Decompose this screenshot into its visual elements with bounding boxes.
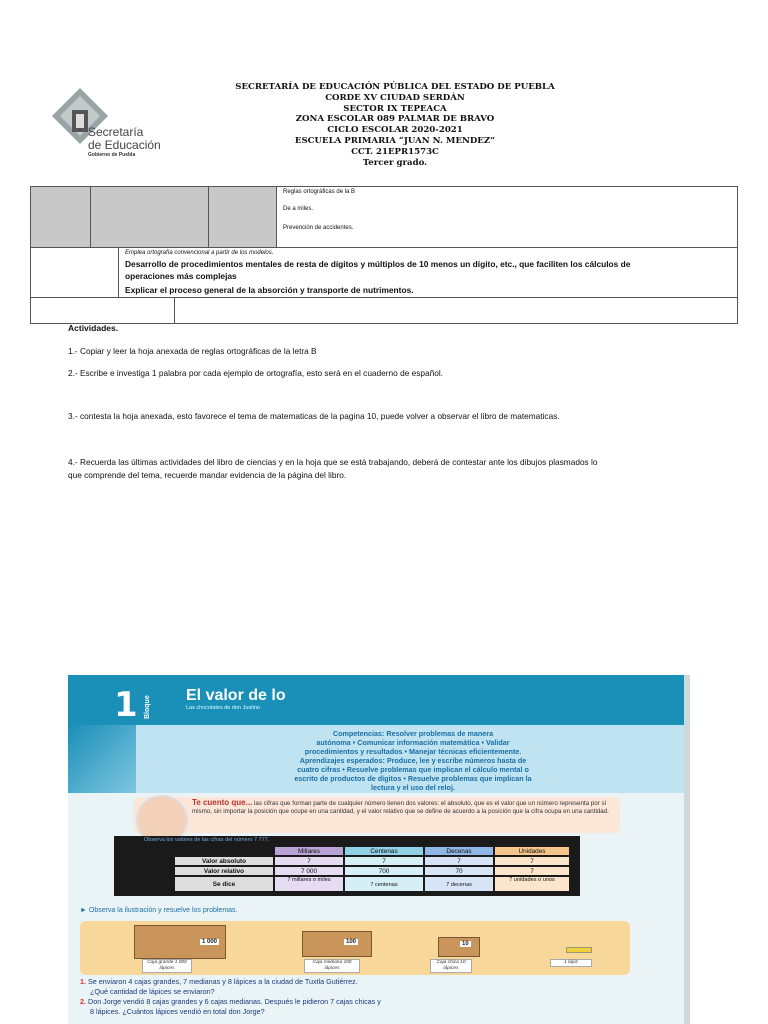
teller-text — [192, 799, 622, 816]
table-cell — [91, 187, 209, 247]
box-label: 1 lápiz — [550, 959, 592, 967]
topic-science: Prevención de accidentes. — [283, 225, 354, 231]
header-line: Tercer grado. — [362, 157, 428, 168]
table-cell: 70 — [424, 866, 494, 876]
bloque-label: Bloque — [144, 695, 151, 719]
activity-item: 2.- Escribe e investiga 1 palabra por cada ejemplo de ortografía, esto será en el cuaderno de español. — [68, 368, 443, 378]
header-line: SECRETARÍA DE EDUCACIÓN PÚBLICA DEL ESTADO DE PUEBLA — [235, 82, 555, 92]
instruction-text: ► Observa la ilustración y resuelve los problemas. — [80, 907, 238, 914]
header-line: ESCUELA PRIMARIA “JUAN N. MENDEZ” — [294, 135, 496, 146]
lesson-subtitle: Las chocolates de don Justino — [186, 705, 260, 711]
plan-table-row-empty — [30, 297, 738, 324]
teller-body: las cifras que forman parte de cualquier número tienen dos valores: el absoluto, que es el valor que un número representa por sí mismo, sin importar la posición que ocupe en una cantidad, y el valor relativo que se define de acuerdo a la posición que la cifra ocupa en una cantidad. — [192, 800, 609, 816]
header-line: CCT. 21EPR1573C — [351, 146, 439, 157]
box-label: Caja chica 10 lápices — [430, 959, 472, 973]
values-row — [114, 856, 580, 866]
table-cell: 7 — [494, 866, 570, 876]
medium-box-icon — [302, 931, 372, 957]
math-book-page — [68, 675, 690, 1024]
table-cell: 7 centenas — [344, 876, 424, 892]
box-count: 100 — [346, 939, 357, 945]
row-label: Valor absoluto — [174, 856, 274, 866]
expected-math-cont: operaciones más complejas — [125, 271, 237, 281]
header-line: SECTOR IX TEPEACA — [343, 103, 447, 114]
table-cell: 7 — [494, 856, 570, 866]
row-label: Valor relativo — [174, 866, 274, 876]
activity-item: 1.- Copiar y leer la hoja anexada de reglas ortográficas de la letra B — [68, 346, 317, 356]
lesson-title: El valor de lo — [186, 687, 286, 704]
activities-title: Actividades. — [68, 323, 119, 333]
activity-item: 4.- Recuerda las últimas actividades del libro de ciencias y en la hoja que se está trabajando, deberá de contestar ante los dibujos plasmados lo — [68, 457, 598, 467]
header-line: ZONA ESCOLAR 089 PALMAR DE BRAVO — [295, 114, 495, 125]
box-count: 1 000 — [202, 939, 218, 945]
problems-list — [80, 977, 680, 1017]
values-header-row — [114, 846, 580, 856]
header-unidades: Unidades — [494, 846, 570, 856]
table-cell — [31, 298, 175, 323]
row-label: Se dice — [174, 876, 274, 892]
table-cell: 7 — [424, 856, 494, 866]
plan-table-row-expected — [30, 247, 738, 298]
expected-science: Explicar el proceso general de la absorción y transporte de nutrimentos. — [125, 285, 414, 295]
box-count: 10 — [462, 941, 469, 947]
box-label: Caja mediana 100 lápices — [304, 959, 360, 973]
logo-text: Secretaría de Educación — [88, 125, 161, 152]
expected-spelling: Emplea ortografía convencional a partir de los modelos. — [125, 250, 274, 256]
box-label: Caja grande 1 000 lápices — [142, 959, 192, 973]
table-cell — [31, 187, 91, 247]
small-box-icon — [438, 937, 480, 957]
expected-math: Desarrollo de procedimientos mentales de resta de dígitos y múltiplos de 10 menos un dígito, etc., que faciliten los cálculos de — [125, 259, 631, 269]
teller-lead: Te cuento que... — [192, 798, 253, 807]
activity-item: que comprende del tema, recuerde mandar evidencia de la página del libro. — [68, 470, 347, 480]
values-caption: Observa los valores de las cifras del número 7 777. — [144, 837, 270, 843]
topic-spelling: Reglas ortográficas de la B — [283, 189, 356, 195]
pencil-icon — [566, 947, 592, 953]
book-header-band — [68, 675, 690, 725]
problem-line: 8 lápices. ¿Cuántos lápices vendió en total don Jorge? — [90, 1007, 265, 1016]
competencias-line: autónoma • Comunicar información matemática • Validar — [316, 738, 510, 747]
problem-line: ¿Qué cantidad de lápices se enviaron? — [90, 987, 215, 996]
table-cell: 7 000 — [274, 866, 344, 876]
problem-line: 2. Don Jorge vendió 8 cajas grandes y 6 cajas medianas. Después le pidieron 7 cajas chicas y — [80, 997, 381, 1006]
competencias-box — [136, 725, 690, 793]
page-edge — [684, 675, 690, 1024]
competencias-line: lectura y el uso del reloj. — [371, 783, 455, 792]
table-cell — [31, 248, 119, 297]
competencias-line: Competencias: Resolver problemas de manera — [332, 729, 494, 738]
decorative-band — [68, 725, 136, 793]
values-row — [114, 866, 580, 876]
table-cell: 7 decenas — [424, 876, 494, 892]
competencias-line: procedimientos y resultados • Manejar técnicas eficientemente. — [304, 747, 522, 756]
values-row — [114, 876, 580, 892]
competencias-line: escrito de productos de dígitos • Resuelve problemas que implican la — [294, 774, 532, 783]
header-centenas: Centenas — [344, 846, 424, 856]
plan-table-row-topics — [30, 186, 738, 248]
competencias-line: Aprendizajes esperados: Produce, lee y escribe números hasta de — [299, 756, 527, 765]
header-line: CICLO ESCOLAR 2020-2021 — [327, 125, 463, 136]
table-cell: 7 unidades o unos — [494, 876, 570, 892]
competencias-line: cuatro cifras • Resuelve problemas que implican el cálculo mental o — [297, 765, 529, 774]
table-cell: 7 millares o miles — [274, 876, 344, 892]
table-cell: 7 — [274, 856, 344, 866]
logo-subtext: Gobierno de Puebla — [88, 152, 136, 158]
secretaria-logo — [40, 88, 170, 158]
place-values-table — [114, 836, 580, 896]
bloque-number: 1 — [114, 685, 138, 725]
table-cell — [209, 187, 277, 247]
school-header — [200, 82, 590, 168]
activity-item: 3.- contesta la hoja anexada, esto favorece el tema de matematicas de la pagina 10, puede volver a observar el libro de matematicas. — [68, 411, 560, 421]
pencil-boxes-illustration — [80, 921, 630, 975]
header-decenas: Decenas — [424, 846, 494, 856]
problem-line: 1. Se enviaron 4 cajas grandes, 7 medianas y 8 lápices a la ciudad de Tuxtla Gutiérrez. — [80, 977, 358, 986]
topic-math: De a miles. — [283, 206, 314, 212]
header-millares: Millares — [274, 846, 344, 856]
table-cell: 7 — [344, 856, 424, 866]
table-cell: 700 — [344, 866, 424, 876]
header-line: CORDE XV CIUDAD SERDÁN — [325, 92, 465, 103]
